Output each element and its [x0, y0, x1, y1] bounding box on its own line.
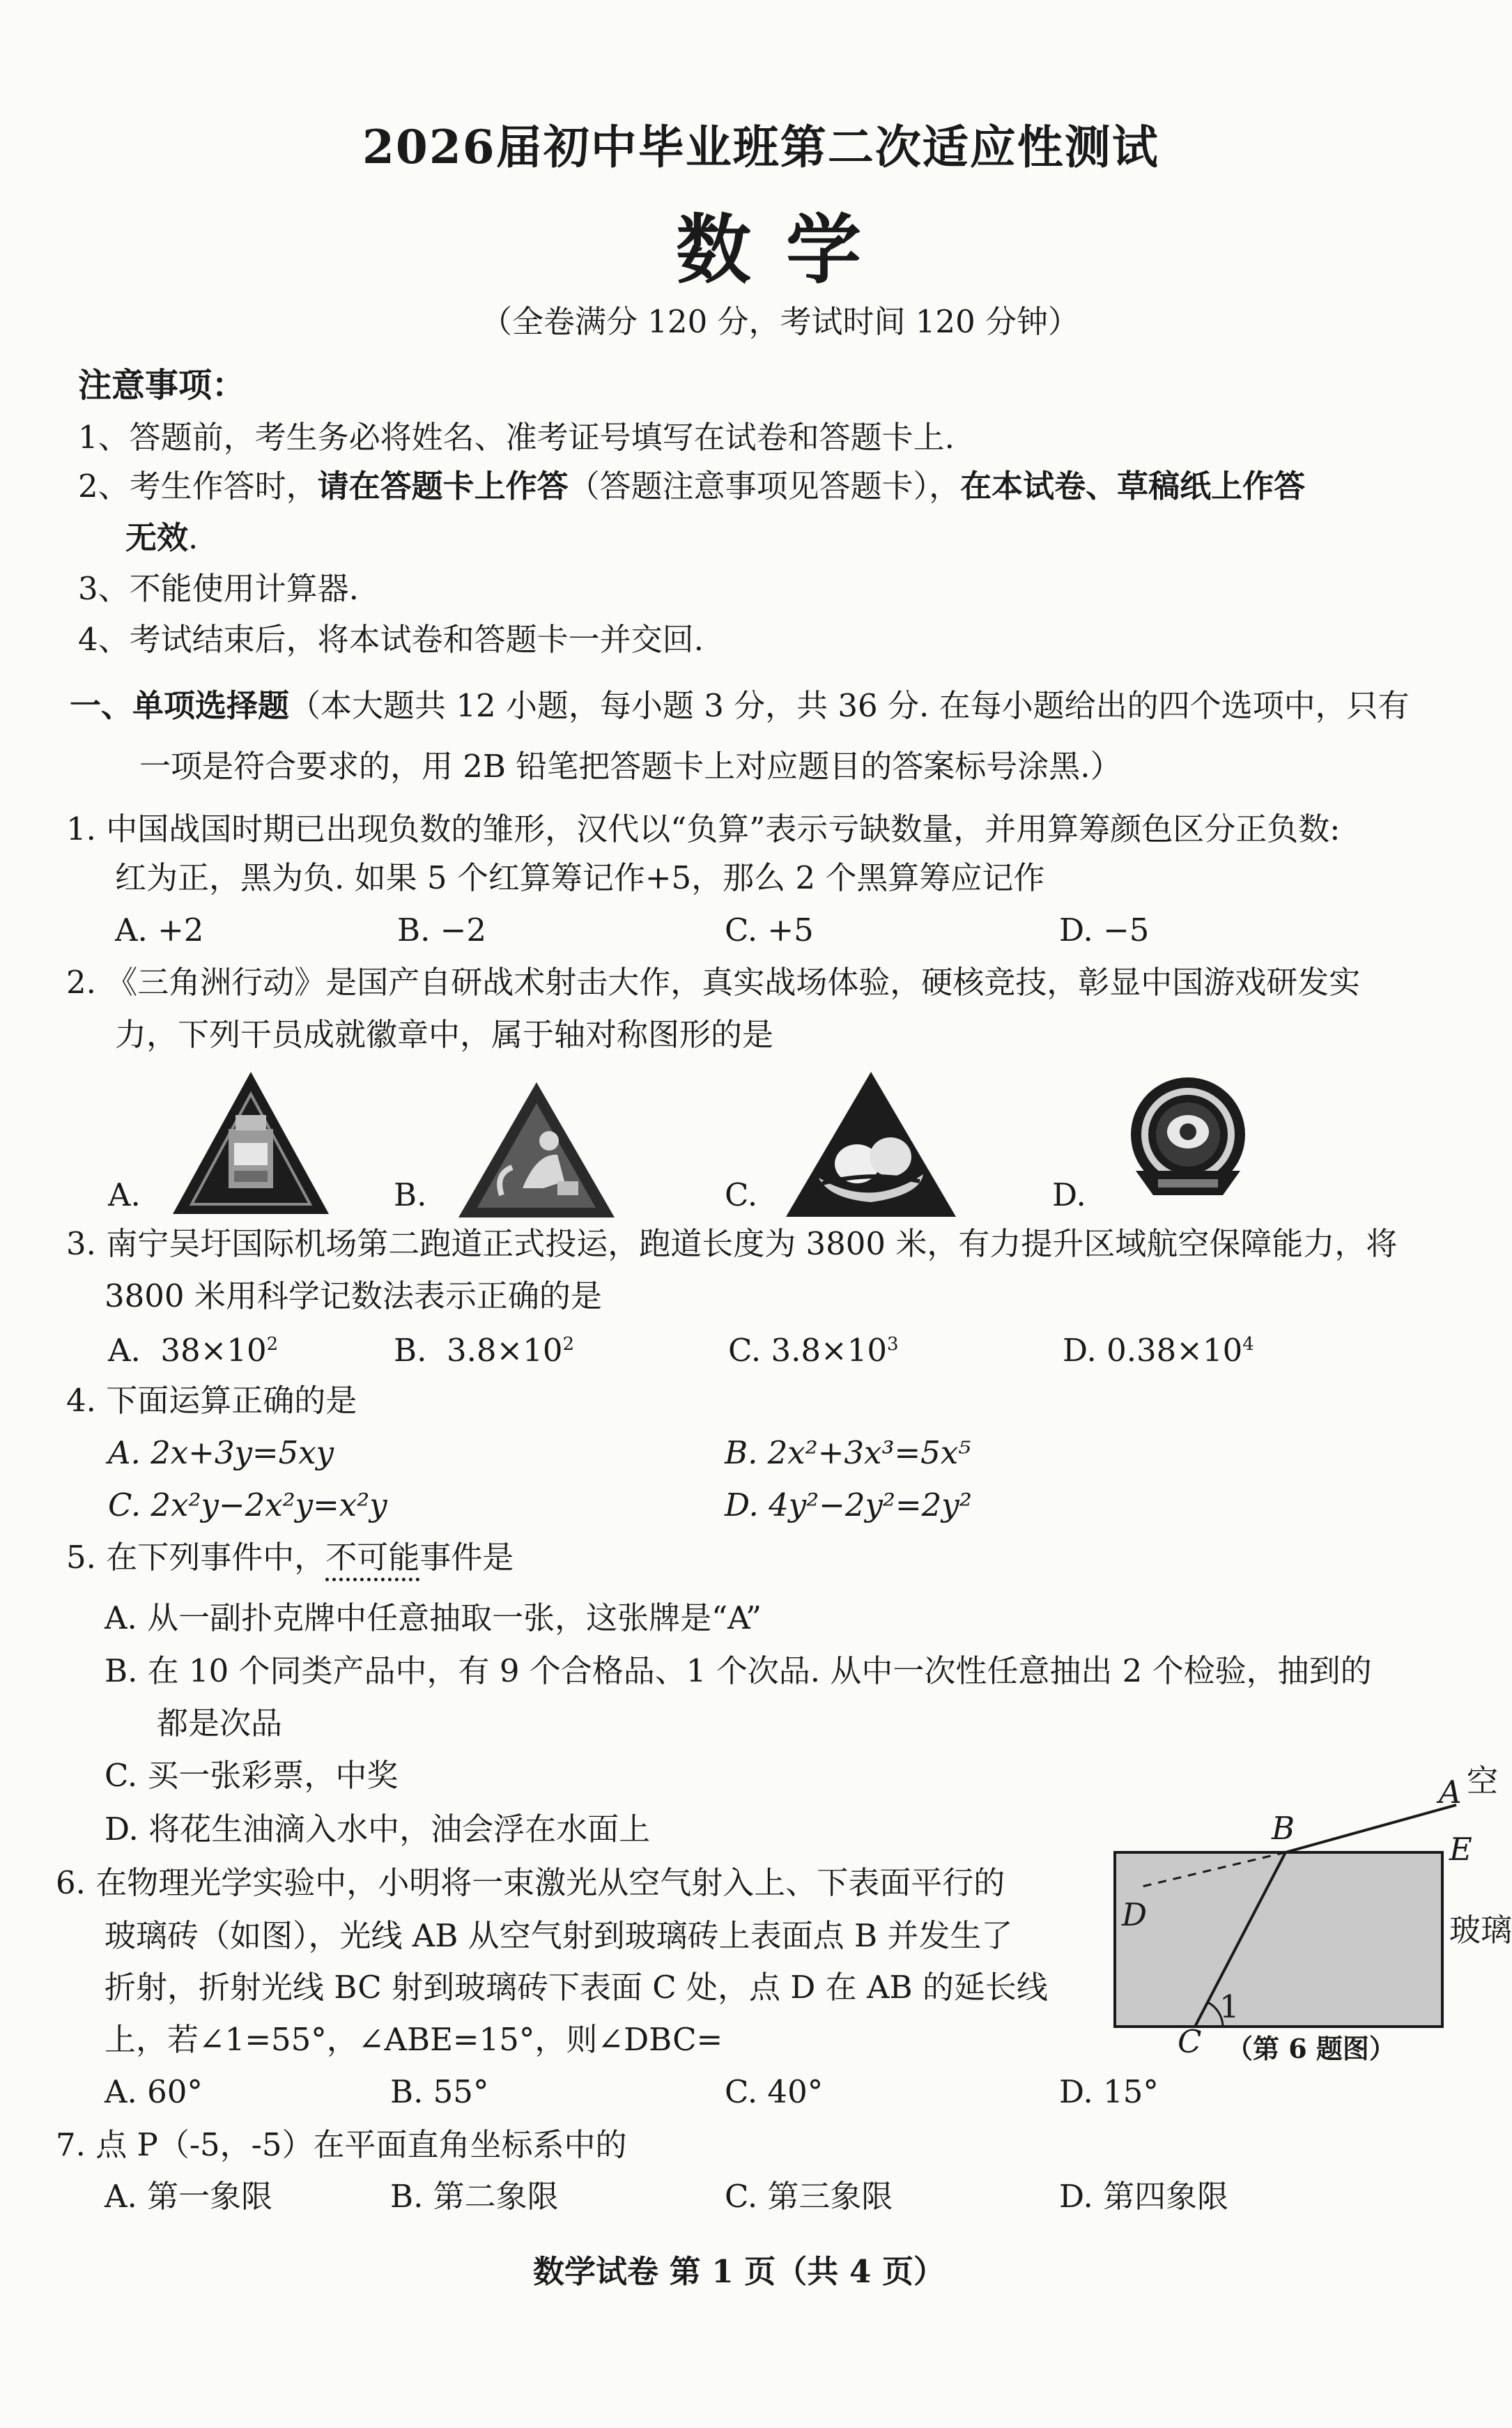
fig-label-air: 空 — [1467, 1762, 1499, 1799]
notice-item-2-cont — [125, 517, 198, 559]
fig-caption: （第 6 题图） — [1226, 2033, 1396, 2064]
badge-d-icon — [1122, 1073, 1254, 1209]
section-1-desc-1: （本大题共 12 小题，每小题 3 分，共 36 分. 在每小题给出的四个选项中，只有 — [289, 687, 1410, 724]
q6-option-d: D. 15° — [1059, 2073, 1159, 2110]
q7-option-d: D. 第四象限 — [1059, 2178, 1229, 2215]
notice-heading: 注意事项： — [78, 366, 246, 405]
q1-option-b: B. −2 — [397, 912, 487, 948]
q6-line-3: 折射，折射光线 BC 射到玻璃砖下表面 C 处，点 D 在 AB 的延长线 — [105, 1969, 1048, 2006]
q6-figure — [1101, 1762, 1512, 2064]
notice-item-2-bold-1: 请在答题卡上作答 — [317, 468, 569, 505]
fig-label-b: B — [1272, 1810, 1295, 1847]
q3-a-base: 38×10 — [160, 1332, 267, 1369]
page-footer: 数学试卷 第 1 页（共 4 页） — [533, 2253, 945, 2290]
q6-option-a: A. 60° — [105, 2073, 203, 2110]
fig-label-d: D — [1122, 1896, 1148, 1933]
q3-a-label: A. — [108, 1332, 141, 1369]
q3-b-label: B. — [394, 1332, 427, 1369]
q1-option-c: C. +5 — [725, 912, 814, 948]
q3-b-base: 3.8×10 — [446, 1332, 563, 1369]
q2-option-c-label: C. — [725, 1176, 758, 1213]
q5-post: 事件是 — [419, 1539, 514, 1576]
q1-line-2: 红为正，黑为负. 如果 5 个红算筹记作+5，那么 2 个黑算筹应记作 — [115, 859, 1045, 896]
notice-item-4: 4、考试结束后，将本试卷和答题卡一并交回. — [78, 621, 704, 658]
q5-option-a: A. 从一副扑克牌中任意抽取一张，这张牌是“A” — [105, 1599, 762, 1636]
q3-c-label: C. — [728, 1332, 762, 1369]
exam-title: 2026届初中毕业班第二次适应性测试 — [362, 120, 1159, 174]
notice-item-1: 1、答题前，考生务必将姓名、准考证号填写在试卷和答题卡上. — [78, 419, 955, 456]
notice-item-2-end: . — [188, 519, 199, 556]
q2-option-b-label: B. — [394, 1176, 427, 1213]
notice-item-2-mid: （答题注意事项见答题卡）， — [568, 468, 961, 505]
subject-title: 数学 — [676, 206, 897, 294]
q6-option-c: C. 40° — [725, 2073, 824, 2110]
q6-option-b: B. 55° — [390, 2073, 489, 2110]
q3-line-1: 3. 南宁吴圩国际机场第二跑道正式投运，跑道长度为 3800 米，有力提升区域航空保障能力，将 — [66, 1225, 1398, 1262]
q2-option-d-label: D. — [1052, 1176, 1086, 1213]
q4-option-c: C. 2x²y−2x²y=x²y — [108, 1486, 387, 1523]
badge-a-icon — [167, 1066, 334, 1220]
q3-d-base: 0.38×10 — [1106, 1332, 1243, 1369]
badge-b-icon — [453, 1077, 620, 1223]
q5-option-b-line-2: 都是次品 — [157, 1705, 283, 1742]
q3-option-c — [728, 1330, 899, 1371]
q4-option-b: B. 2x²+3x³=5x⁵ — [725, 1434, 971, 1471]
fig-label-e: E — [1449, 1831, 1472, 1868]
fig-label-c: C — [1178, 2023, 1202, 2060]
q5-pre: 5. 在下列事件中， — [66, 1539, 326, 1576]
notice-item-2 — [78, 466, 1305, 507]
notice-item-2-pre: 2、考生作答时， — [78, 468, 318, 505]
q3-option-b — [394, 1330, 574, 1371]
notice-item-2-bold-2: 在本试卷、草稿纸上作答 — [960, 468, 1306, 505]
q7-option-a: A. 第一象限 — [105, 2178, 273, 2215]
q7-option-b: B. 第二象限 — [390, 2178, 559, 2215]
q7-option-c: C. 第三象限 — [725, 2178, 893, 2215]
q5-line-1 — [66, 1537, 514, 1578]
q4-option-a: A. 2x+3y=5xy — [108, 1434, 334, 1471]
notice-item-2-bold-3: 无效 — [125, 519, 189, 556]
q7-line-1: 7. 点 P（-5，-5）在平面直角坐标系中的 — [56, 2126, 627, 2163]
q3-c-base: 3.8×10 — [771, 1332, 887, 1369]
q5-emphasis: 不可能 — [325, 1539, 420, 1576]
q5-option-c: C. 买一张彩票，中奖 — [105, 1757, 399, 1794]
q1-line-1: 1. 中国战国时期已出现负数的雏形，汉代以“负算”表示亏缺数量，并用算筹颜色区分正负数: — [66, 810, 1341, 847]
fig-label-angle-1: 1 — [1219, 1988, 1240, 2025]
q3-d-label: D. — [1063, 1332, 1097, 1369]
q1-option-a: A. +2 — [115, 912, 204, 948]
q4-option-d: D. 4y²−2y²=2y² — [725, 1486, 972, 1523]
q3-a-exp: 2 — [266, 1334, 279, 1355]
q5-option-b-line-1: B. 在 10 个同类产品中，有 9 个合格品、1 个次品. 从中一次性任意抽出 2 个检验，抽到的 — [105, 1652, 1372, 1689]
section-1-header — [70, 685, 1410, 727]
q2-line-1: 2. 《三角洲行动》是国产自研战术射击大作，真实战场体验，硬核竞技，彰显中国游戏研发实 — [66, 964, 1361, 1001]
ray-ab — [1286, 1805, 1456, 1852]
badge-c-icon — [780, 1066, 962, 1223]
q3-line-2: 3800 米用科学记数法表示正确的是 — [105, 1277, 602, 1314]
q2-option-a-label: A. — [108, 1176, 141, 1213]
q3-d-exp: 4 — [1242, 1334, 1254, 1355]
q6-line-2: 玻璃砖（如图），光线 AB 从空气射到玻璃砖上表面点 B 并发生了 — [105, 1917, 1013, 1954]
glass-brick — [1115, 1852, 1442, 2027]
q6-line-1: 6. 在物理光学实验中，小明将一束激光从空气射入上、下表面平行的 — [56, 1864, 1005, 1901]
fig-label-glass: 玻璃 — [1449, 1912, 1512, 1949]
q3-option-a — [108, 1330, 278, 1371]
q3-c-exp: 3 — [886, 1334, 899, 1355]
q5-option-d: D. 将花生油滴入水中，油会浮在水面上 — [105, 1811, 651, 1847]
q6-line-4: 上，若∠1=55°，∠ABE=15°，则∠DBC= — [105, 2021, 723, 2058]
fig-label-a: A — [1439, 1774, 1462, 1811]
q3-option-d — [1063, 1330, 1254, 1371]
notice-item-3: 3、不能使用计算器. — [78, 570, 359, 607]
q6-figure-svg — [1101, 1770, 1505, 2063]
q2-line-2: 力，下列干员成就徽章中，属于轴对称图形的是 — [115, 1016, 774, 1053]
section-1-desc-2: 一项是符合要求的，用 2B 铅笔把答题卡上对应题目的答案标号涂黑.） — [139, 748, 1122, 785]
q3-b-exp: 2 — [562, 1334, 575, 1355]
q1-option-d: D. −5 — [1059, 912, 1150, 948]
exam-subtitle: （全卷满分 120 分，考试时间 120 分钟） — [481, 303, 1080, 340]
section-1-heading: 一、单项选择题 — [70, 687, 290, 724]
q4-line-1: 4. 下面运算正确的是 — [66, 1382, 357, 1419]
